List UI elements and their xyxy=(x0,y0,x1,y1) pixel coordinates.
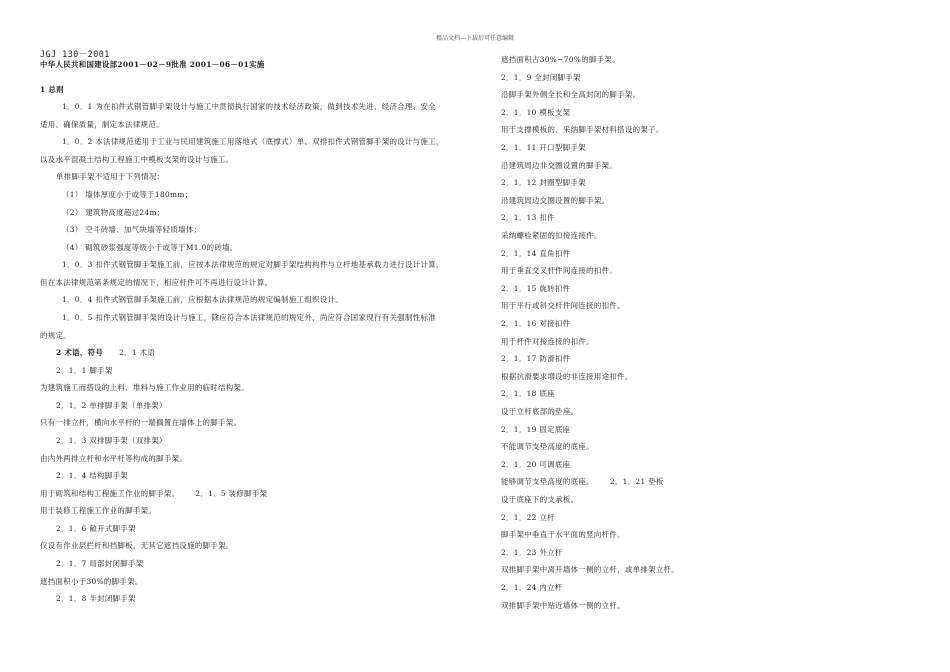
term-2-1-1-definition: 为建筑施工而搭设的上料、堆料与施工作业用的临时结构架。 xyxy=(40,383,249,392)
term-2-1-1: 2．1．1 脚手架 xyxy=(56,366,113,375)
clause-1-0-2-line-1: 1．0．2 本法律规范适用于工业与民用建筑施工用落地式（底撑式）单、双排扣件式钢管脚手架的设计与施工， xyxy=(62,137,444,146)
section-2-1-title: 2．1 术语 xyxy=(119,348,156,357)
term-2-1-11: 2．1．11 开口型脚手架 xyxy=(501,143,586,152)
term-2-1-6: 2．1．6 敞开式脚手架 xyxy=(56,524,136,533)
term-2-1-12-definition: 沿建筑周边交圈设置的脚手架。 xyxy=(501,196,610,205)
single-row-note: 单排脚手架不适用于下列情况： xyxy=(56,172,165,181)
term-2-1-13: 2．1．13 扣件 xyxy=(501,213,555,222)
section-2-heading xyxy=(56,348,155,358)
term-2-1-5: 2．1．5 装修脚手架 xyxy=(195,489,268,498)
term-2-1-6-definition: 仅设有作业层栏杆和挡脚板，无其它遮挡设施的脚手架。 xyxy=(40,541,234,550)
term-2-1-5-definition: 用于装修工程施工作业的脚手架。 xyxy=(40,506,157,515)
term-2-1-15: 2．1．15 旋转扣件 xyxy=(501,284,571,293)
term-2-1-4: 2．1．4 结构脚手架 xyxy=(56,471,129,480)
term-2-1-24: 2．1．24 内立杆 xyxy=(501,583,563,592)
clause-1-0-4: 1．0．4 扣件式钢管脚手架施工前，应根据本法律规范的规定编制施工组织设计。 xyxy=(62,295,344,304)
term-2-1-11-definition: 沿建筑周边非交圈设置的脚手架。 xyxy=(501,161,618,170)
term-2-1-8-definition: 遮挡面积占30%~70%的脚手架。 xyxy=(501,55,620,64)
term-2-1-7-definition: 遮挡面积小于30%的脚手架。 xyxy=(40,577,143,586)
term-2-1-18-definition: 设于立杆底部的垫座。 xyxy=(501,407,579,416)
term-2-1-24-definition: 双排脚手架中贴近墙体一侧的立杆。 xyxy=(501,601,625,610)
term-2-1-23: 2．1．23 外立杆 xyxy=(501,548,563,557)
term-2-1-8: 2．1．8 半封闭脚手架 xyxy=(56,594,136,603)
page-header-note: 精品文档---下载后可任意编辑 xyxy=(435,35,515,42)
term-2-1-4-5-line xyxy=(40,489,267,499)
section-2-title: 2 术语、符号 xyxy=(56,348,104,357)
term-2-1-2: 2．1．2 单排脚手架（单排架） xyxy=(56,401,167,410)
term-2-1-18: 2．1．18 底座 xyxy=(501,389,555,398)
term-2-1-19: 2．1．19 固定底座 xyxy=(501,425,571,434)
standard-approval-line: 中华人民共和国建设部2001－02－9批准 2001－06－01实施 xyxy=(40,60,265,69)
term-2-1-20-21-line xyxy=(501,477,664,487)
term-2-1-4-definition: 用于砌筑和结构工程施工作业的脚手架。 xyxy=(40,489,180,498)
term-2-1-12: 2．1．12 封圈型脚手架 xyxy=(501,178,586,187)
term-2-1-23-definition: 双排脚手架中离开墙体一侧的立杆，或单排架立杆。 xyxy=(501,565,680,574)
clause-1-0-2-line-2: 以及水平混凝土结构工程施工中模板支架的设计与施工。 xyxy=(40,155,234,164)
term-2-1-17-definition: 根据抗滑要求增设的非连接用途扣件。 xyxy=(501,372,633,381)
standard-code: JGJ 130－2001 xyxy=(40,49,110,59)
clause-1-0-3-line-2: 但在本法律规范第条规定的情况下，相应杆件可不再进行设计计算。 xyxy=(40,278,273,287)
term-2-1-14-definition: 用于垂直交叉杆件间连接的扣件。 xyxy=(501,266,618,275)
condition-1: （1） 墙体厚度小于或等于180mm； xyxy=(62,190,193,199)
term-2-1-16: 2．1．16 对接扣件 xyxy=(501,319,571,328)
term-2-1-9: 2．1．9 全封闭脚手架 xyxy=(501,73,581,82)
term-2-1-19-definition: 不能调节支垫高度的底座。 xyxy=(501,442,594,451)
term-2-1-22-definition: 脚手架中垂直于水平面的竖向杆件。 xyxy=(501,530,625,539)
term-2-1-2-definition: 只有一排立杆，横向水平杆的一端搁置在墙体上的脚手架。 xyxy=(40,418,242,427)
clause-1-0-3-line-1: 1．0．3 扣件式钢管脚手架施工前，应按本法律规范的规定对脚手架结构构件与立杆地基承载力进行设计计算， xyxy=(62,260,444,269)
term-2-1-10: 2．1．10 模板支架 xyxy=(501,108,571,117)
term-2-1-13-definition: 采纳螺栓紧固的扣接连接件。 xyxy=(501,231,602,240)
term-2-1-3: 2．1．3 双排脚手架（双排架） xyxy=(56,436,167,445)
term-2-1-20: 2．1．20 可调底座 xyxy=(501,460,571,469)
term-2-1-17: 2．1．17 防滑扣件 xyxy=(501,354,571,363)
term-2-1-15-definition: 用于平行或斜交杆件间连接的扣件。 xyxy=(501,301,625,310)
term-2-1-3-definition: 由内外两排立杆和水平杆等构成的脚手架。 xyxy=(40,454,188,463)
term-2-1-7: 2．1．7 局部封闭脚手架 xyxy=(56,559,144,568)
term-2-1-14: 2．1．14 直角扣件 xyxy=(501,249,571,258)
term-2-1-9-definition: 沿脚手架外侧全长和全高封闭的脚手架。 xyxy=(501,90,641,99)
term-2-1-21: 2．1．21 垫板 xyxy=(609,477,664,486)
section-1-title: 1 总则 xyxy=(40,85,64,94)
clause-1-0-5-line-2: 的规定。 xyxy=(40,331,71,340)
condition-3: （3） 空斗砖墙、加气块墙等轻质墙体； xyxy=(62,225,202,234)
term-2-1-20-definition: 能够调节支垫高度的底座。 xyxy=(501,477,594,486)
condition-4: （4） 砌筑砂浆强度等级小于或等于M1.0的砖墙。 xyxy=(62,243,238,252)
clause-1-0-5-line-1: 1．0．5 扣件式钢管脚手架的设计与施工，除应符合本法律规范的规定外，尚应符合国家现行有关强制性标准 xyxy=(62,313,436,322)
clause-1-0-1-line-1: 1．0．1 为在扣件式钢管脚手架设计与施工中贯彻执行国家的技术经济政策，做到技术先进、经济合理、安全 xyxy=(62,102,436,111)
clause-1-0-1-line-2: 适用、确保质量，制定本法律规范。 xyxy=(40,120,164,129)
term-2-1-22: 2．1．22 立杆 xyxy=(501,513,555,522)
term-2-1-10-definition: 用于支撑模板的、采纳脚手架材料搭设的架子。 xyxy=(501,125,664,134)
term-2-1-16-definition: 用于杆件对接连接的扣件。 xyxy=(501,337,594,346)
condition-2: （2） 建筑物高度超过24m； xyxy=(62,208,165,217)
term-2-1-21-definition: 设于底座下的支承板。 xyxy=(501,495,579,504)
